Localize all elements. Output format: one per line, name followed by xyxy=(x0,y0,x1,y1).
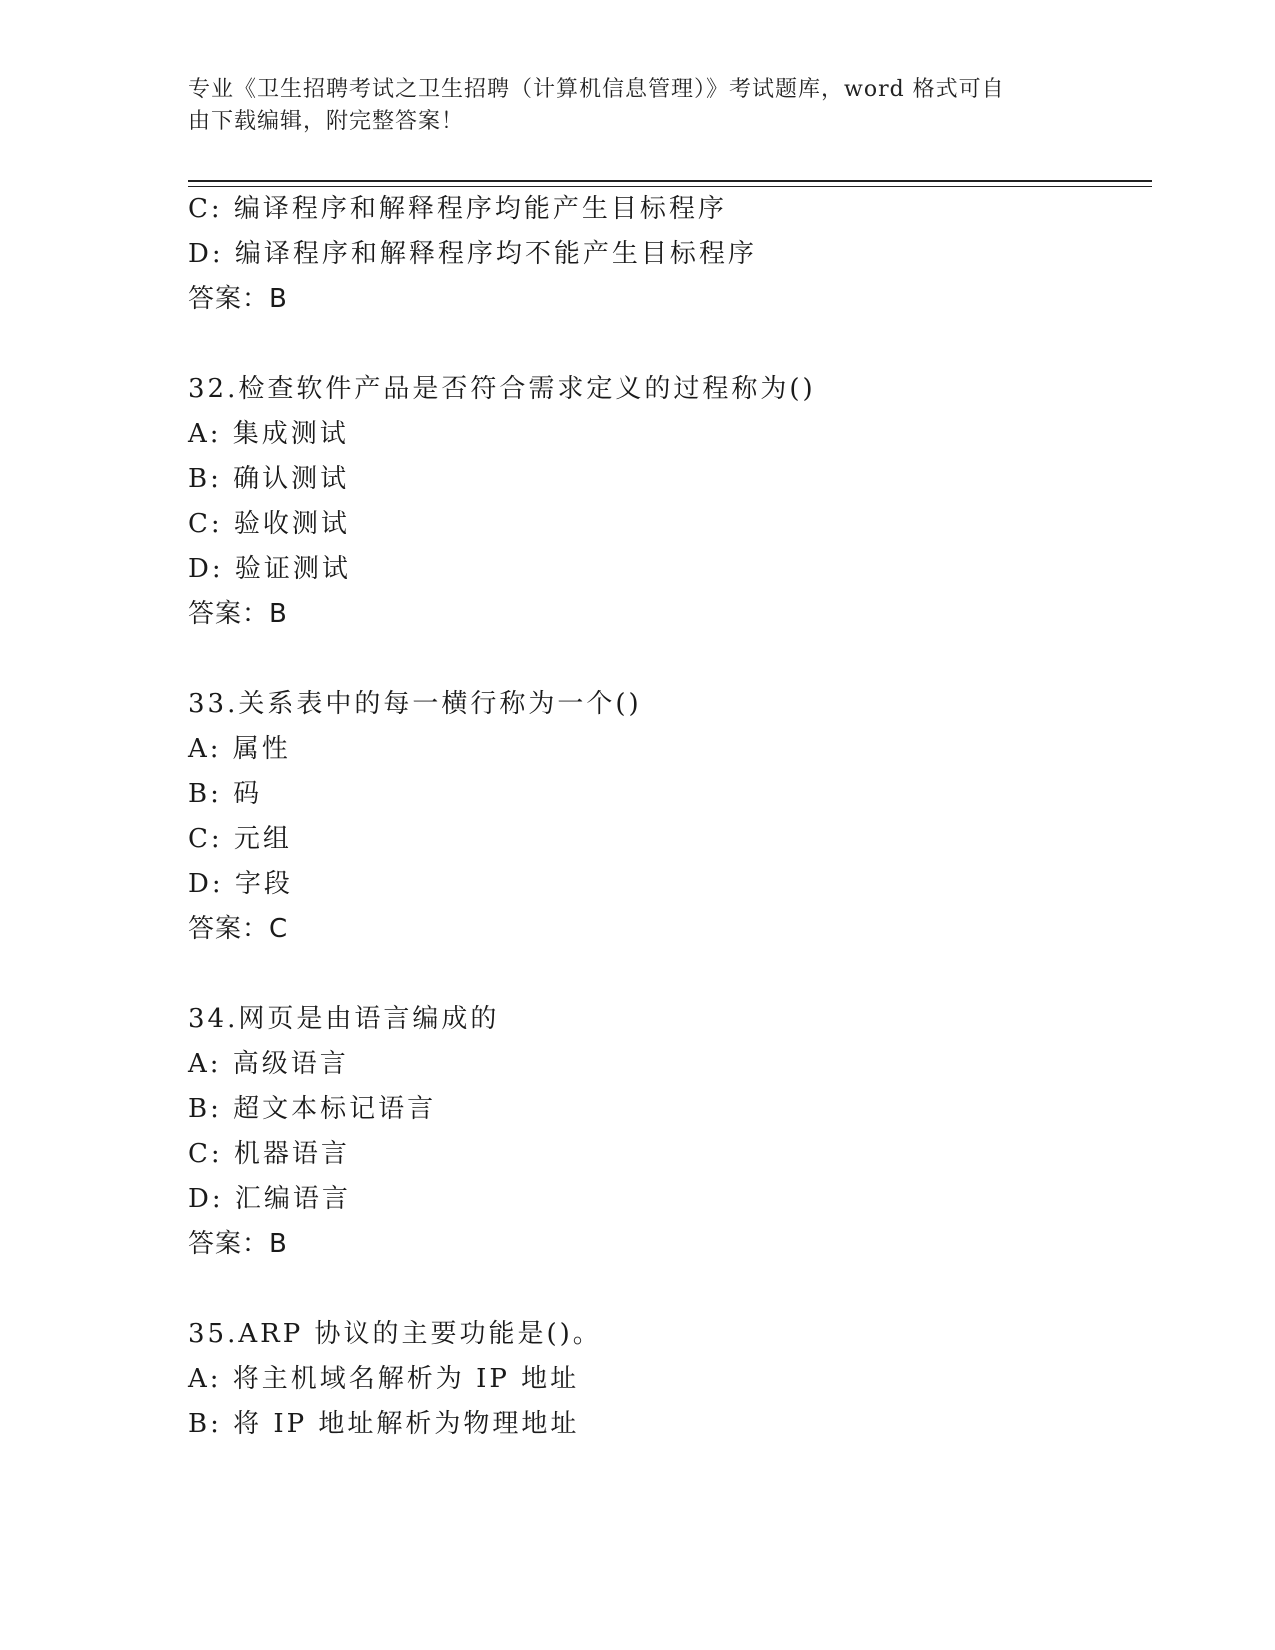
q34-option-a: A: 高级语言 xyxy=(188,1049,349,1079)
header-divider-thick xyxy=(188,180,1152,182)
q34-option-c: C: 机器语言 xyxy=(188,1139,350,1169)
header-line-1: 专业《卫生招聘考试之卫生招聘（计算机信息管理）》考试题库，word 格式可自 xyxy=(188,77,1005,102)
q32-option-c: C: 验收测试 xyxy=(188,509,350,539)
document-header xyxy=(188,74,1068,138)
header-line-2: 由下载编辑，附完整答案！ xyxy=(188,109,465,134)
q35-option-a: A: 将主机域名解析为 IP 地址 xyxy=(188,1364,580,1394)
q34-option-d: D: 汇编语言 xyxy=(188,1184,351,1214)
q32-option-d: D: 验证测试 xyxy=(188,554,351,584)
q34-question: 34.网页是由语言编成的 xyxy=(188,1004,500,1034)
q35-option-b: B: 将 IP 地址解析为物理地址 xyxy=(188,1409,580,1439)
q31-option-d: D: 编译程序和解释程序均不能产生目标程序 xyxy=(188,239,757,269)
header-divider-thin xyxy=(188,186,1152,187)
q33-option-c: C: 元组 xyxy=(188,824,292,854)
q34-option-b: B: 超文本标记语言 xyxy=(188,1094,437,1124)
q35-question: 35.ARP 协议的主要功能是()。 xyxy=(188,1319,602,1349)
q32-answer: 答案：B xyxy=(188,599,288,629)
q31-answer: 答案：B xyxy=(188,284,288,314)
q33-option-d: D: 字段 xyxy=(188,869,293,899)
q33-question: 33.关系表中的每一横行称为一个() xyxy=(188,689,642,719)
q33-option-a: A: 属性 xyxy=(188,734,291,764)
q32-question: 32.检查软件产品是否符合需求定义的过程称为() xyxy=(188,374,816,404)
q32-option-a: A: 集成测试 xyxy=(188,419,349,449)
q34-answer: 答案：B xyxy=(188,1229,288,1259)
q33-answer: 答案：C xyxy=(188,914,289,944)
q31-option-c: C: 编译程序和解释程序均能产生目标程序 xyxy=(188,194,727,224)
q33-option-b: B: 码 xyxy=(188,779,263,809)
q32-option-b: B: 确认测试 xyxy=(188,464,350,494)
